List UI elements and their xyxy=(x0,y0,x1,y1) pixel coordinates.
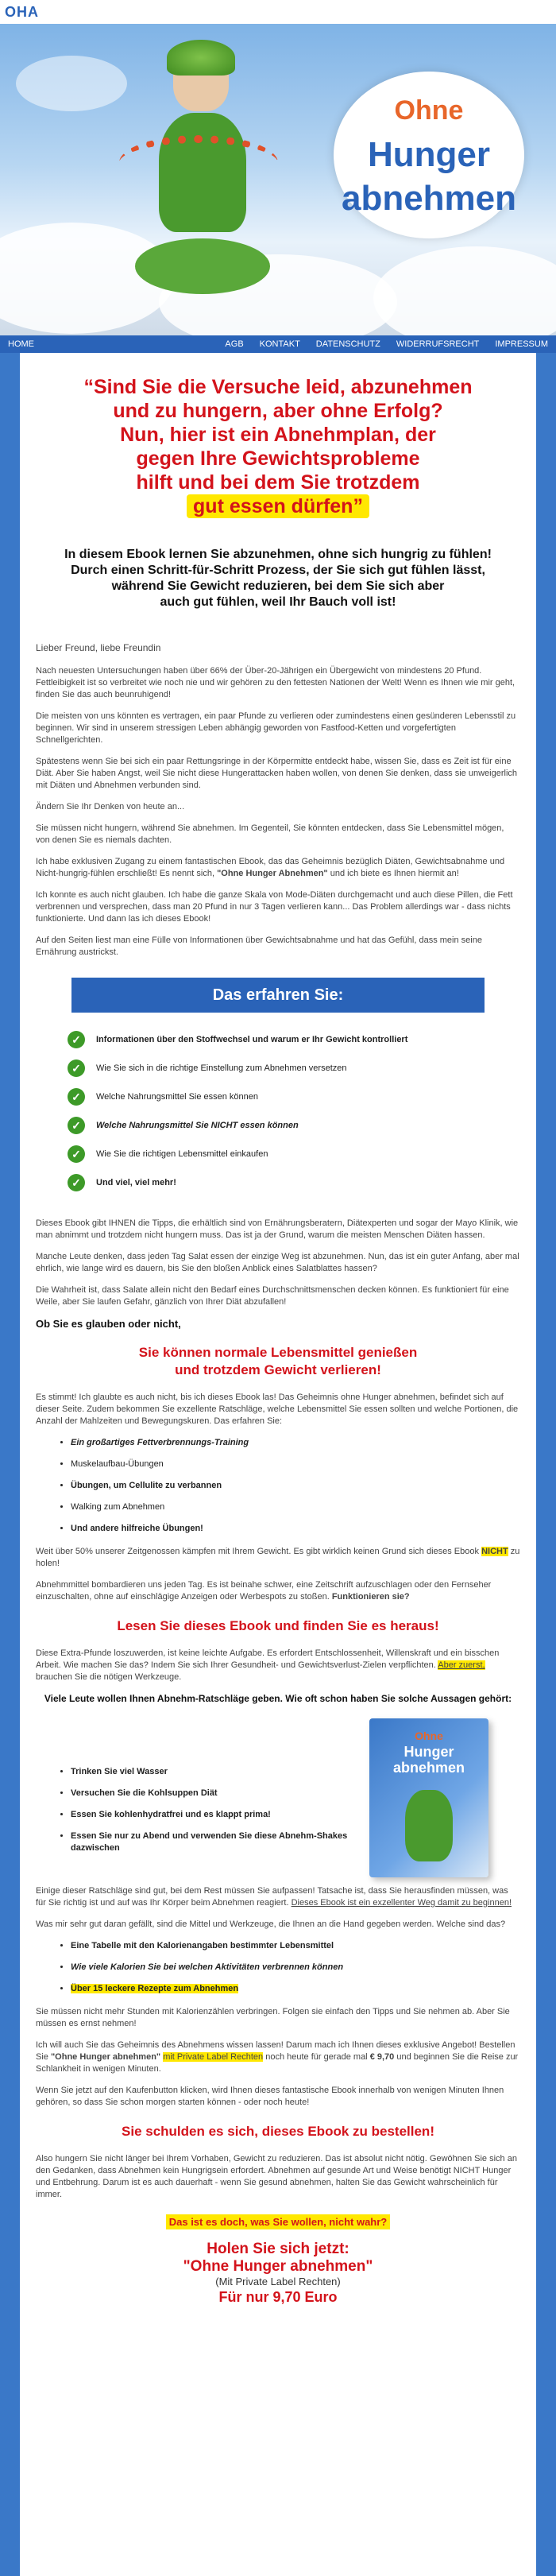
list-item xyxy=(68,1168,520,1197)
red-line: Sie können normale Lebensmittel genießen xyxy=(138,1345,418,1360)
paragraph xyxy=(36,1648,520,1683)
text-run: Ich will auch Sie das Geheimnis des Abnehmens wissen lassen! Darum mach ich Ihnen dieses exklusive Angebot! Bestellen Sie xyxy=(36,2040,515,2062)
list-item-text: Welche Nahrungsmittel Sie essen können xyxy=(96,1092,259,1102)
list-item xyxy=(71,1830,353,1854)
text-run-bold: "Ohne Hunger abnehmen" xyxy=(50,2052,161,2062)
subhead-line: In diesem Ebook lernen Sie abzunehmen, ohne sich hungrig zu fühlen! xyxy=(64,548,492,561)
list-item-text: Essen Sie nur zu Abend und verwenden Sie diese Abnehm-Shakes dazwischen xyxy=(71,1831,348,1853)
site-logo[interactable]: OHA xyxy=(5,4,39,20)
list-item-text: Wie Sie sich in die richtige Einstellung zum Abnehmen versetzen xyxy=(96,1063,347,1073)
paragraph xyxy=(36,1546,520,1570)
subhead-line: Durch einen Schritt-für-Schritt Prozess, der Sie sich gut fühlen lässt, xyxy=(71,564,485,577)
ebook-cover[interactable] xyxy=(369,1718,488,1877)
list-item xyxy=(71,1523,520,1535)
text-run-bold: "Ohne Hunger Abnehmen" xyxy=(217,869,328,878)
text-run-highlight: mit Private Label Rechten xyxy=(163,2052,264,2062)
paragraph: Spätestens wenn Sie bei sich ein paar Rettungsringe in der Körpermitte entdeckt habe, wissen Sie, dass es Zeit ist für eine Diät. Aber Sie haben Angst, weil Sie nicht diese Hungerattacken haben wollen, von denen Sie denken, dass sie unweigerlich mit Diäten und Abnehmen verbunden sind. xyxy=(36,757,517,790)
list-item xyxy=(71,1962,520,1974)
headline-line: “Sind Sie die Versuche leid, abzunehmen xyxy=(83,376,473,398)
checkmark-icon: ✓ xyxy=(68,1088,85,1106)
nav-agb[interactable]: AGB xyxy=(225,339,244,349)
paragraph: Was mir sehr gut daran gefällt, sind die Mittel und Werkzeuge, die Ihnen an die Hand gegeben werden. Welche sind das? xyxy=(36,1919,506,1929)
cta-line-1[interactable]: Holen Sie sich jetzt: xyxy=(207,2241,349,2257)
paragraph xyxy=(36,1885,520,1909)
nav-home[interactable]: HOME xyxy=(8,339,34,349)
nav-impressum[interactable]: IMPRESSUM xyxy=(495,339,548,349)
red-line: und trotzdem Gewicht verlieren! xyxy=(175,1362,381,1377)
paragraph: Sie müssen nicht mehr Stunden mit Kalorienzählen verbringen. Folgen sie einfach den Tipps und Sie nehmen ab. Aber Sie müssen es ernst nehmen! xyxy=(36,2007,510,2028)
list-item-text: Versuchen Sie die Kohlsuppen Diät xyxy=(71,1788,218,1798)
cta-question-text: Das ist es doch, was Sie wollen, nicht wahr? xyxy=(166,2214,391,2229)
hero-title-line-1: Ohne xyxy=(394,95,464,126)
list-item xyxy=(71,1788,353,1799)
list-item xyxy=(68,1111,520,1140)
subhead-line: während Sie Gewicht reduzieren, bei dem Sie sich aber xyxy=(111,579,445,593)
cta-line-2[interactable]: "Ohne Hunger abnehmen" xyxy=(183,2258,373,2275)
list-item-text: Wie Sie die richtigen Lebensmittel einkaufen xyxy=(96,1149,268,1159)
woman-vegetable-figure xyxy=(119,40,278,310)
brand-bar xyxy=(0,0,556,24)
text-run: und beginnen Sie die Reise zur Schlankheit in wenigen Minuten. xyxy=(36,2052,519,2074)
greeting: Lieber Freund, liebe Freundin xyxy=(36,642,161,653)
text-run: zu holen! xyxy=(36,1547,520,1568)
checkmark-icon: ✓ xyxy=(68,1117,85,1134)
advice-list xyxy=(36,1766,353,1864)
learn-checklist xyxy=(68,1025,520,1197)
list-item xyxy=(71,1766,353,1778)
headline-line: Nun, hier ist ein Abnehmplan, der xyxy=(120,424,436,446)
list-item xyxy=(71,1940,520,1952)
list-item-text: Eine Tabelle mit den Kalorienangaben bestimmter Lebensmittel xyxy=(71,1941,334,1950)
figure-legs xyxy=(135,238,270,294)
headline-line: hilft und bei dem Sie trotzdem xyxy=(136,471,420,494)
list-item-text: Wie viele Kalorien Sie bei welchen Aktivitäten verbrennen können xyxy=(71,1962,344,1972)
content-area xyxy=(20,353,536,2576)
list-item xyxy=(68,1083,520,1111)
ebook-figure xyxy=(405,1790,453,1861)
list-item: • Muskelaufbau-Übungen xyxy=(71,1458,520,1470)
headline-highlight: gut essen dürfen” xyxy=(187,494,369,518)
text-run: brauchen Sie die nötigen Werkzeuge. xyxy=(36,1672,182,1682)
list-item-text: Trinken Sie viel Wasser xyxy=(71,1767,168,1776)
hero-title-line-2: Hunger xyxy=(368,135,490,174)
ebook-title-line-1: Ohne xyxy=(415,1730,443,1742)
checkmark-icon: ✓ xyxy=(68,1145,85,1163)
paragraph xyxy=(36,856,520,880)
text-run-highlight: NICHT xyxy=(481,1547,508,1556)
nav-widerrufsrecht[interactable]: WIDERRUFSRECHT xyxy=(396,339,480,349)
text-run: Abnehmmittel bombardieren uns jeden Tag. Es ist beinahe schwer, eine Zeitschrift aufzuschlagen oder den Fernseher einzuschalten, ohne auf einschlägige Anzeigen oder Werbespots zu stoßen. xyxy=(36,1580,492,1602)
paragraph: Nach neuesten Untersuchungen haben über 66% der Über-20-Jährigen ein Übergewicht von mindestens 20 Pfund. Fettleibigkeit ist so verbreitet wie noch nie und wir gehören zu den fettesten Nationen der Welt! Wenn es Ihnen wie mir geht, finden Sie das auch beunruhigend! xyxy=(36,666,515,699)
paragraph xyxy=(36,1579,520,1603)
paragraph: Manche Leute denken, dass jeden Tag Salat essen der einzige Weg ist abzunehmen. Nun, das ist ein guter Anfang, aber mal ehrlich, wie lange wird es dauern, bis Sie den bloßen Anblick eines Salatblattes hassen? xyxy=(36,1252,519,1273)
headline-line: gegen Ihre Gewichtsprobleme xyxy=(136,447,420,470)
text-run: Weit über 50% unserer Zeitgenossen kämpfen mit Ihrem Gewicht. Es gibt wirklich keinen Grund sich dieses Ebook xyxy=(36,1547,482,1556)
list-item-text: Informationen über den Stoffwechsel und warum er Ihr Gewicht kontrolliert xyxy=(96,1035,408,1044)
price-inline: € 9,70 xyxy=(369,2052,395,2062)
paragraph: Wenn Sie jetzt auf den Kaufenbutton klicken, wird Ihnen dieses fantastische Ebook innerhalb von wenigen Minuten Ihnen gehören, so dass Sie schon morgen starten können - oder noch heute! xyxy=(36,2086,504,2107)
hero-banner xyxy=(0,24,556,335)
list-item xyxy=(71,1983,520,1995)
sub-headline xyxy=(36,547,520,610)
text-run-highlight: Aber zuerst, xyxy=(438,1660,485,1670)
list-item xyxy=(71,1809,353,1821)
subhead-line: auch gut fühlen, weil Ihr Bauch voll ist! xyxy=(160,595,396,609)
learn-banner: Das erfahren Sie: xyxy=(71,978,485,1013)
paragraph xyxy=(36,2039,520,2075)
text-run-underline: Dieses Ebook ist ein exzellenter Weg damit zu beginnen! xyxy=(291,1898,512,1908)
list-item: • Walking zum Abnehmen xyxy=(71,1501,520,1513)
nav-datenschutz[interactable]: DATENSCHUTZ xyxy=(315,339,380,349)
checkmark-icon: ✓ xyxy=(68,1059,85,1077)
main-headline xyxy=(36,375,520,518)
list-item-text: Und andere hilfreiche Übungen! xyxy=(71,1524,203,1533)
red-subheading xyxy=(36,1344,520,1379)
list-item xyxy=(71,1437,520,1449)
list-item xyxy=(68,1025,520,1054)
text-run: Diese Extra-Pfunde loszuwerden, ist keine leichte Aufgabe. Es erfordert Entschlossenheit, Willenskraft und ein bisschen Arbeit. Wie machen Sie das? Indem Sie sich Ihrer Gesundheit- und Gewichtsverlust-Zielen verpflichten. xyxy=(36,1648,500,1670)
text-run: Einige dieser Ratschläge sind gut, bei dem Rest müssen Sie aufpassen! Tatsache ist, dass Sie herausfinden müssen, was für Sie richtig ist und auf was Ihr Körper beim Abnehmen reagiert. xyxy=(36,1886,508,1908)
paragraph: Ändern Sie Ihr Denken von heute an... xyxy=(36,802,185,812)
paragraph: Es stimmt! Ich glaubte es auch nicht, bis ich dieses Ebook las! Das Geheimnis ohne Hunger abnehmen, befindet sich auf dieser Seite. Zudem bekommen Sie exzellente Ratschläge, welche Lebensmittel Sie essen sollten und welche Portionen, die Anzahl der Mahlzeiten und Bewegungskuren. Das erfahren Sie: xyxy=(36,1393,519,1426)
cloud-decoration xyxy=(16,56,127,111)
cta-price[interactable]: Für nur 9,70 Euro xyxy=(218,2289,338,2305)
list-item-text: Ein großartiges Fettverbrennungs-Training xyxy=(71,1438,249,1447)
checkmark-icon: ✓ xyxy=(68,1174,85,1191)
cabbage-hat xyxy=(167,40,235,76)
list-item xyxy=(68,1054,520,1083)
text-run: noch heute für gerade mal xyxy=(263,2052,370,2062)
list-item xyxy=(71,1480,520,1492)
ebook-title-line-2: Hunger abnehmen xyxy=(392,1744,465,1776)
advice-intro: Viele Leute wollen Ihnen Abnehm-Ratschläge geben. Wie oft schon haben Sie solche Aussagen gehört: xyxy=(44,1693,512,1704)
list-item xyxy=(68,1140,520,1168)
paragraph: Die Wahrheit ist, dass Salate allein nicht den Bedarf eines Durchschnittsmenschen decken können. Es funktioniert für eine Weile, aber Sie laufen Gefahr, gänzlich von Ihrer Diät abzufallen! xyxy=(36,1285,509,1307)
paragraph: Auf den Seiten liest man eine Fülle von Informationen über Gewichtsabnahme und hat das Gefühl, dass mein seine Ernährung austrickst. xyxy=(36,935,482,957)
list-item-text: Und viel, viel mehr! xyxy=(96,1178,176,1187)
paragraph: Also hungern Sie nicht länger bei Ihrem Vorhaben, Gewicht zu reduzieren. Das ist absolut nicht nötig. Gewöhnen Sie sich an den Gedanken, dass Abnehmen kein Hungrigsein erfordert. Abnehmen auf gesunde Art und Weise benötigt NICHT Hunger und Entbehrung. Darum ist es auch dauerhaft - wenn Sie gesund abnehmen, halten Sie das Gewicht wahrscheinlich für immer. xyxy=(36,2154,517,2199)
paragraph: Dieses Ebook gibt IHNEN die Tipps, die erhältlich sind von Ernährungsberatern, Diätexperten und sogar der Mayo Klinik, wie man abnimmt und trotzdem nicht hungern muss. Das ist ja der Grund, warum die meisten Menschen Diäten hassen. xyxy=(36,1218,519,1240)
paragraph: Die meisten von uns könnten es vertragen, ein paar Pfunde zu verlieren oder zumindestens einen gesünderen Lebensstil zu beginnen. Wir sind in unserem stressigen Leben abhängig geworden von Fastfood-Ketten und vorgefertigten Schnellgerichten. xyxy=(36,711,516,745)
paragraph: Ich konnte es auch nicht glauben. Ich habe die ganze Skala von Mode-Diäten durchgemacht und auch diese Pillen, die Fett verbrennen und versprechen, dass man 20 Pfund in nur 3 Tagen verlieren kann... Das Problem allerdings war - dass nichts funktionierte. Und dann las ich dieses Ebook! xyxy=(36,890,513,924)
bold-statement: Ob Sie es glauben oder nicht, xyxy=(36,1318,181,1330)
text-run: und ich biete es Ihnen hiermit an! xyxy=(327,869,459,878)
list-item-text: Über 15 leckere Rezepte zum Abnehmen xyxy=(71,1984,239,1993)
text-run: Ich habe exklusiven Zugang zu einem fantastischen Ebook, das das Geheimnis bezüglich Diäten, Gewichtsabnahme und Nicht-hungrig-fühlen erschließt! Es nennt sich, xyxy=(36,857,505,878)
list-item-text: Übungen, um Cellulite zu verbannen xyxy=(71,1481,222,1490)
cta-line-3: (Mit Private Label Rechten) xyxy=(215,2276,341,2287)
checkmark-icon: ✓ xyxy=(68,1031,85,1048)
text-run-bold: Funktionieren sie? xyxy=(331,1592,410,1602)
cta-question xyxy=(36,2215,520,2229)
hero-title-line-3: abnehmen xyxy=(341,179,517,218)
red-subheading: Lesen Sie dieses Ebook und finden Sie es heraus! xyxy=(117,1618,439,1633)
headline-line: und zu hungern, aber ohne Erfolg? xyxy=(113,400,443,422)
cloud-decoration xyxy=(373,246,556,335)
exercise-list xyxy=(36,1437,520,1535)
main-nav xyxy=(0,335,556,353)
hero-speech-bubble xyxy=(334,72,524,238)
advice-section xyxy=(36,1718,520,1877)
tools-list xyxy=(36,1940,520,1995)
vegetable-arc xyxy=(119,135,278,191)
paragraph: Sie müssen nicht hungern, während Sie abnehmen. Im Gegenteil, Sie könnten entdecken, dass Sie Lebensmittel mögen, von denen Sie es niemals dachten. xyxy=(36,823,504,845)
red-subheading: Sie schulden es sich, dieses Ebook zu bestellen! xyxy=(122,2124,434,2139)
nav-kontakt[interactable]: KONTAKT xyxy=(259,339,300,349)
list-item-text: Essen Sie kohlenhydratfrei und es klappt prima! xyxy=(71,1810,271,1819)
list-item-text: Welche Nahrungsmittel Sie NICHT essen können xyxy=(96,1121,299,1130)
